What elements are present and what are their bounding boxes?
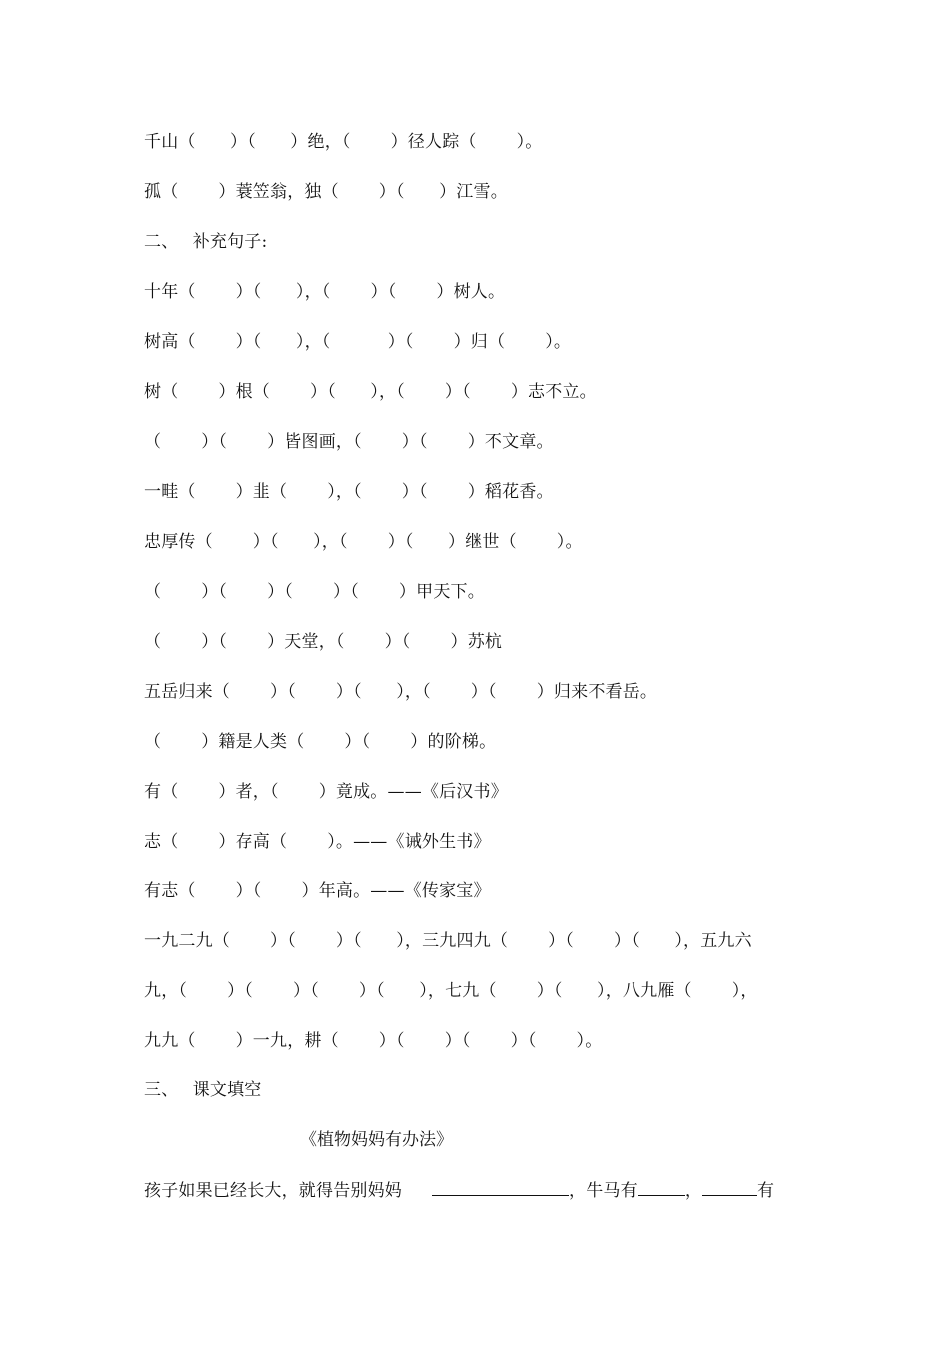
text-line: 千山（ ）（ ）绝，（ ）径人踪（ ）。 xyxy=(144,132,543,152)
text-line: 九，（ ）（ ）（ ）（ ），七九（ ）（ ），八九雁（ ）， xyxy=(144,981,758,1001)
text-line: 树（ ）根（ ）（ ），（ ）（ ）志不立。 xyxy=(144,382,597,402)
text-line: 十年（ ）（ ），（ ）（ ）树人。 xyxy=(144,282,506,302)
text-line: 有（ ）者，（ ）竟成。——《后汉书》 xyxy=(144,782,508,802)
text-line: 九九（ ）一九，耕（ ）（ ）（ ）（ ）。 xyxy=(144,1031,603,1051)
fill-in-text: ，牛马有 xyxy=(569,1181,638,1201)
text-line: 志（ ）存高（ ）。——《诫外生书》 xyxy=(144,832,491,852)
answer-blank[interactable] xyxy=(638,1179,685,1196)
text-line: 一畦（ ）韭（ ），（ ）（ ）稻花香。 xyxy=(144,482,554,502)
text-line: （ ）（ ）皆图画，（ ）（ ）不文章。 xyxy=(144,432,554,452)
text-line: 孤（ ）蓑笠翁，独（ ）（ ）江雪。 xyxy=(144,182,508,202)
text-line: 一九二九（ ）（ ）（ ），三九四九（ ）（ ）（ ），五九六 xyxy=(144,931,752,951)
text-line: （ ）（ ）（ ）（ ）甲天下。 xyxy=(144,582,485,602)
text-line: 五岳归来（ ）（ ）（ ），（ ）（ ）归来不看岳。 xyxy=(144,682,658,702)
fill-in-suffix: 有 xyxy=(757,1181,775,1201)
fill-in-prefix: 孩子如果已经长大，就得告别妈妈 xyxy=(144,1181,402,1201)
text-line: 忠厚传（ ）（ ），（ ）（ ）继世（ ）。 xyxy=(144,532,583,552)
text-line: （ ）籍是人类（ ）（ ）的阶梯。 xyxy=(144,732,497,752)
text-line: 有志（ ）（ ）年高。——《传家宝》 xyxy=(144,881,491,901)
answer-blank[interactable] xyxy=(702,1179,757,1196)
poem-title: 《植物妈妈有办法》 xyxy=(300,1130,453,1150)
section-heading: 二、 补充句子: xyxy=(144,232,268,252)
section-heading: 三、 课文填空 xyxy=(144,1080,262,1100)
fill-in-line xyxy=(144,1179,774,1202)
text-line: （ ）（ ）天堂，（ ）（ ）苏杭 xyxy=(144,632,503,652)
answer-blank[interactable] xyxy=(432,1179,569,1196)
fill-in-text: ， xyxy=(684,1181,703,1201)
text-line: 树高（ ）（ ），（ ）（ ）归（ ）。 xyxy=(144,332,572,352)
